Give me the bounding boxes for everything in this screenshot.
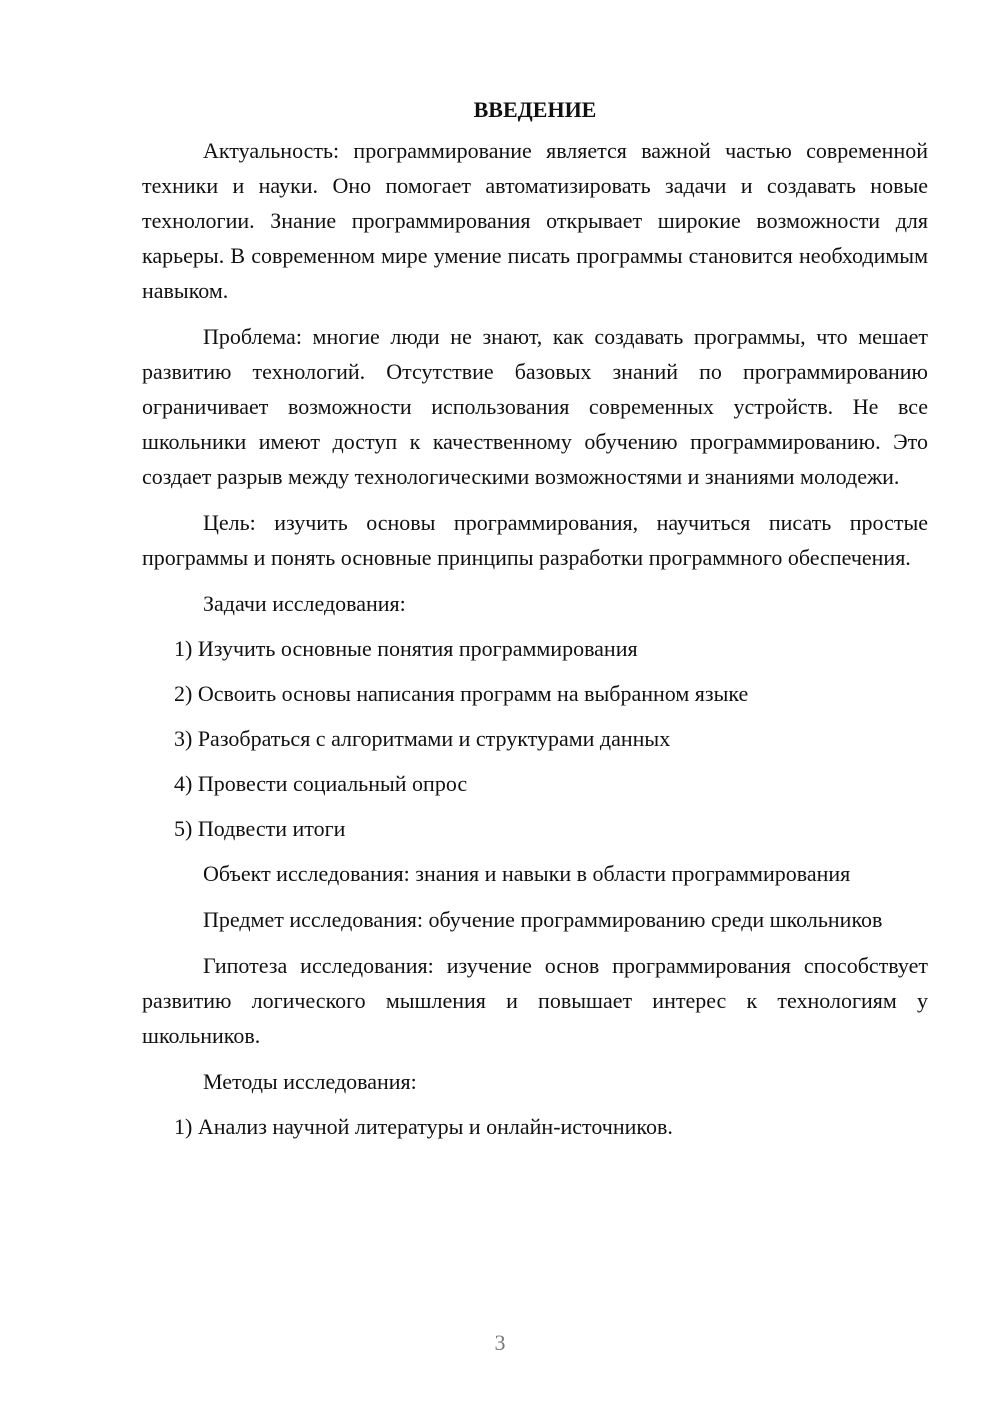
page-title: ВВЕДЕНИЕ bbox=[473, 97, 597, 122]
methods-list bbox=[142, 1109, 928, 1144]
methods-heading: Методы исследования: bbox=[203, 1069, 417, 1094]
tasks-list bbox=[142, 631, 928, 846]
list-item: 1) Анализ научной литературы и онлайн-источников. bbox=[174, 1114, 673, 1139]
hypothesis-paragraph: Гипотеза исследования: изучение основ программирования способствует развитию логического мышления и повышает интерес к технологиям у школьников. bbox=[142, 953, 928, 1048]
subject-paragraph: Предмет исследования: обучение программированию среди школьников bbox=[203, 907, 883, 932]
relevance-paragraph: Актуальность: программирование является важной частью современной техники и науки. Оно помогает автоматизировать задачи и создавать новые технологии. Знание программирования открывает широкие возможности для карьеры. В современном мире умение писать программы становится необходимым навыком. bbox=[142, 138, 928, 303]
list-item: 2) Освоить основы написания программ на выбранном языке bbox=[174, 681, 749, 706]
list-item: 4) Провести социальный опрос bbox=[174, 771, 468, 796]
goal-paragraph: Цель: изучить основы программирования, научиться писать простые программы и понять основные принципы разработки программного обеспечения. bbox=[142, 510, 928, 570]
list-item: 3) Разобраться с алгоритмами и структурами данных bbox=[174, 726, 671, 751]
document-page bbox=[142, 92, 928, 1154]
list-item: 5) Подвести итоги bbox=[174, 816, 346, 841]
list-item: 1) Изучить основные понятия программирования bbox=[174, 636, 638, 661]
object-paragraph: Объект исследования: знания и навыки в области программирования bbox=[203, 861, 851, 886]
page-number: 3 bbox=[494, 1330, 506, 1355]
problem-paragraph: Проблема: многие люди не знают, как создавать программы, что мешает развитию технологий. Отсутствие базовых знаний по программированию ограничивает возможности использования современных устройств. Не все школьники имеют доступ к качественному обучению программированию. Это создает разрыв между технологическими возможностями и знаниями молодежи. bbox=[142, 324, 928, 489]
tasks-heading: Задачи исследования: bbox=[203, 591, 406, 616]
